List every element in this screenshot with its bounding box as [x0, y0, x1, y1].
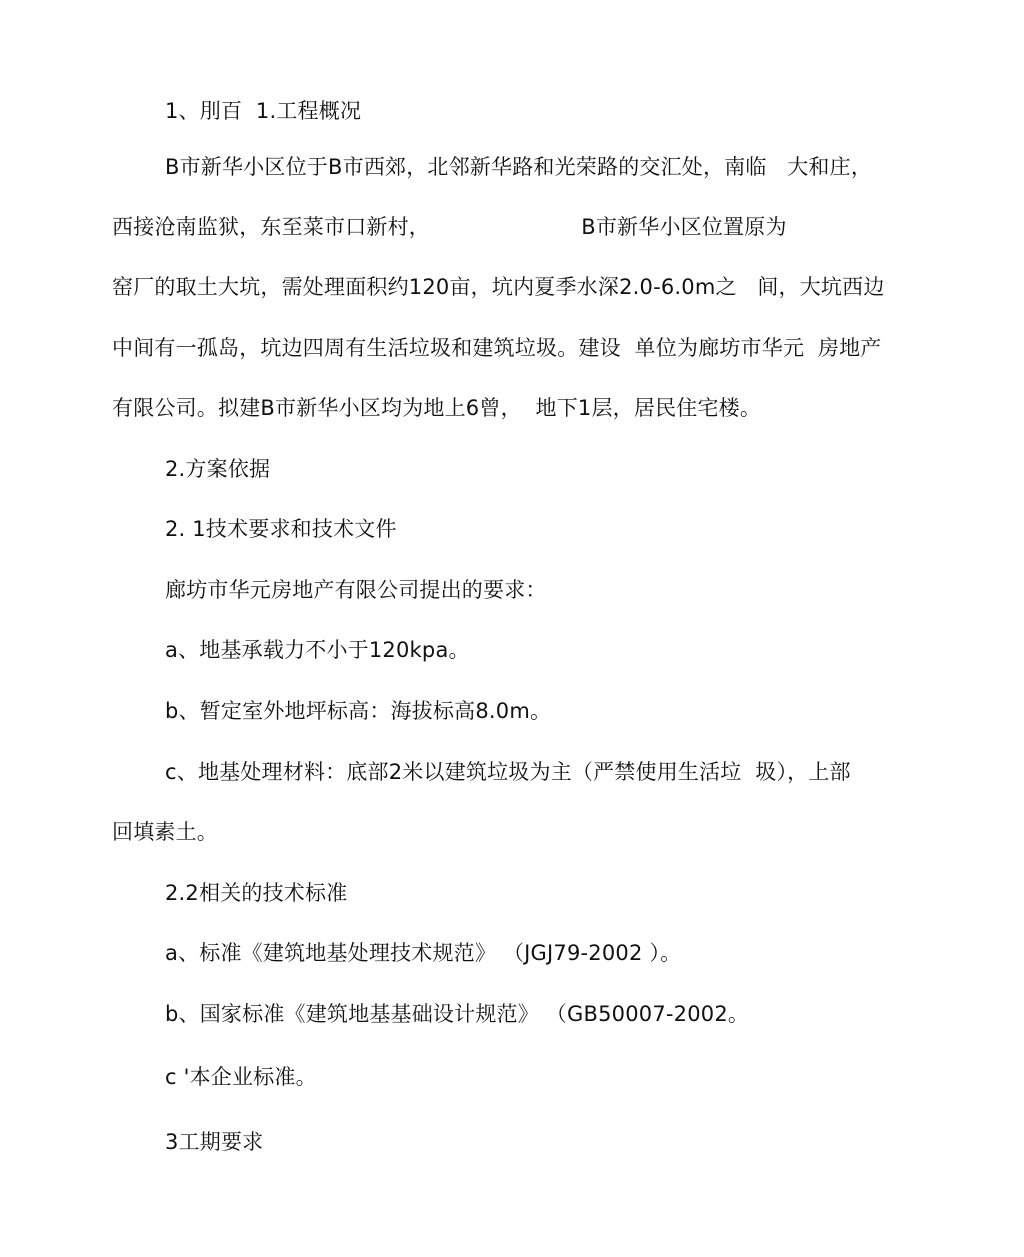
overview-paragraph-line-2: 西接沧南监狱，东至菜市口新村， B市新华小区位置原为 — [112, 215, 787, 239]
requirement-item-b: b、暂定室外地坪标高：海拔标高8.0m。 — [165, 699, 552, 723]
heading-preface: 1、刖百 1.工程概况 — [165, 99, 362, 123]
requirement-item-a: a、地基承载力不小于120kpa。 — [165, 638, 470, 662]
requirements-intro: 廊坊市华元房地产有限公司提出的要求： — [165, 578, 547, 602]
standard-item-a: a、标准《建筑地基处理技术规范》 （JGJ79-2002 ）。 — [165, 941, 682, 965]
heading-schedule: 3工期要求 — [165, 1130, 264, 1154]
heading-technical-requirements: 2. 1技术要求和技术文件 — [165, 517, 397, 541]
requirement-item-c-line-2: 回填素土。 — [112, 820, 218, 844]
heading-technical-standards: 2.2相关的技术标准 — [165, 881, 348, 905]
overview-paragraph-line-5: 有限公司。拟建B市新华小区均为地上6曾， 地下1层，居民住宅楼。 — [112, 396, 762, 420]
standard-item-c: c '本企业标准。 — [165, 1065, 317, 1089]
overview-paragraph-line-4: 中间有一孤岛，坑边四周有生活垃圾和建筑垃圾。建设 单位为廊坊市华元 房地产 — [112, 336, 882, 360]
standard-item-b: b、国家标准《建筑地基基础设计规范》 （GB50007-2002。 — [165, 1002, 750, 1026]
heading-basis: 2.方案依据 — [165, 457, 271, 481]
overview-paragraph-line-1: B市新华小区位于B市西郊，北邻新华路和光荣路的交汇处，南临 大和庄， — [165, 155, 873, 179]
overview-paragraph-line-3: 窑厂的取土大坑，需处理面积约120亩，坑内夏季水深2.0-6.0m之 间，大坑西边 — [112, 275, 885, 299]
requirement-item-c-line-1: c、地基处理材料：底部2米以建筑垃圾为主（严禁使用生活垃 圾），上部 — [165, 760, 851, 784]
